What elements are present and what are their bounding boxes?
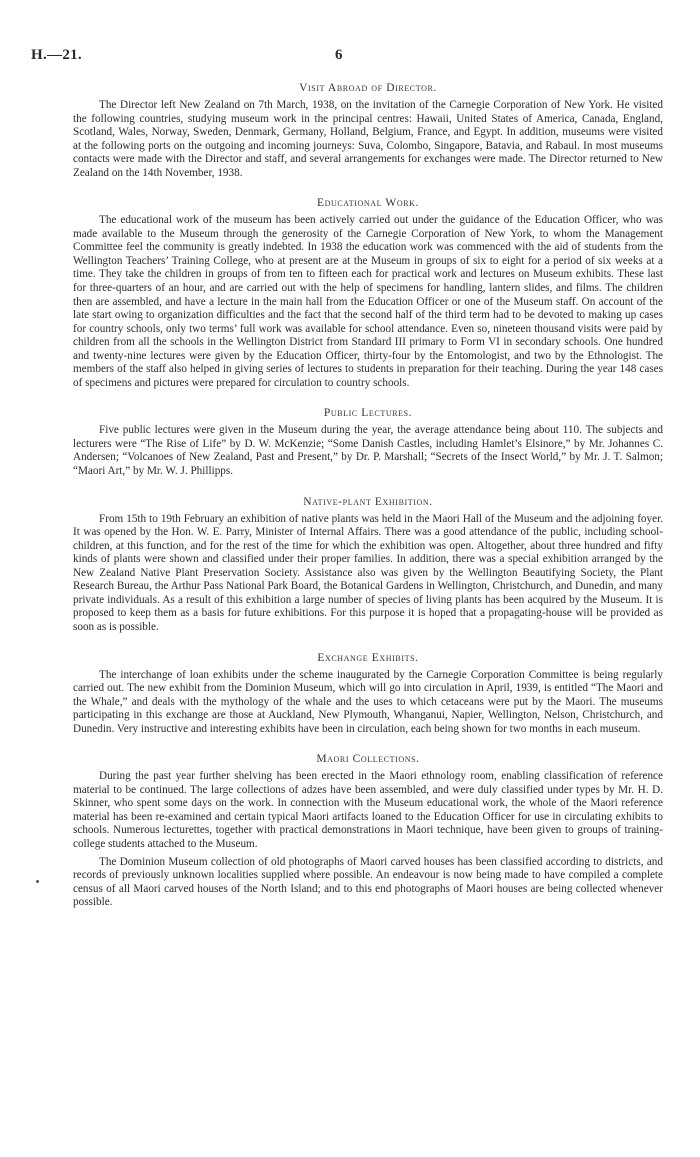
- section-heading: Maori Collections.: [316, 753, 420, 766]
- section-native-plant-exhibition: [73, 496, 663, 635]
- page-header: [31, 47, 651, 67]
- paragraph: During the past year further shelving has been erected in the Maori ethnology room, enabling classification of reference material to be continued. The large collections of adzes have been assembled, and were duly classified under types by Mr. H. D. Skinner, who spent some days on the work. In connection with the Museum educational work, the whole of the Maori reference material has been re-examined and certain typical Maori artifacts loaned to the Education Officer for use in circulating exhibits to schools. Numerous lecturettes, together with practical demonstrations in Maori technique, have been given to groups of training-college students attached to the Museum.: [73, 770, 663, 850]
- paragraph: The educational work of the museum has been actively carried out under the guidance of the Education Officer, who was made available to the Museum through the generosity of the Carnegie Corporation of New York, to whom the Management Committee feel the community is greatly indebted. In 1938 the education work was commenced with the aid of students from the Wellington Teachers’ Training College, who at present are at the Museum in groups of six to eight for a period of six weeks at a time. They take the children in groups of from ten to fifteen each for practical work and lectures on Museum exhibits. These last for three-quarters of an hour, and are carried out with the help of specimens for handling, lantern slides, and films. The children then are assembled, and have a lecture in the main hall from the Education Officer or one of the Museum staff. On account of the late start owing to organization difficulties and the fact that the second half of the third term had to be devoted to making up cases for country schools, only two terms’ full work was available for school attendance. Even so, nineteen thousand visits were paid by children from all the schools in the Wellington District from Standard III primary to Form VI in secondary schools. One hundred and twenty-nine lectures were given by the Education Officer, thirty-four by the Entomologist, and two by the Ethnologist. The members of the staff also helped in giving series of lectures to students in preparation for their teaching. During the year 148 cases of specimens and pictures were prepared for circulation to country schools.: [73, 214, 663, 389]
- margin-mark: [36, 880, 39, 883]
- section-public-lectures: [73, 407, 663, 478]
- section-heading: Educational Work.: [316, 197, 420, 210]
- section-heading: Visit Abroad of Director.: [299, 82, 437, 94]
- page-number: 6: [335, 47, 343, 63]
- section-heading: Public Lectures.: [323, 407, 413, 420]
- document-reference: H.—21.: [31, 47, 82, 63]
- section-maori-collections: [73, 753, 663, 909]
- document-body: [73, 82, 663, 927]
- paragraph: Five public lectures were given in the Museum during the year, the average attendance being about 110. The subjects and lecturers were “The Rise of Life” by D. W. McKenzie; “Some Danish Castles, including Hamlet’s Elsinore,” by Mr. Johannes C. Andersen; “Volcanoes of New Zealand, Past and Present,” by Dr. P. Marshall; “Secrets of the Insect World,” by Mr. J. T. Salmon; “Maori Art,” by Mr. W. J. Phillipps.: [73, 424, 663, 478]
- section-educational-work: [73, 197, 663, 390]
- paragraph: The interchange of loan exhibits under the scheme inaugurated by the Carnegie Corporation Committee is being regularly carried out. The new exhibit from the Dominion Museum, which will go into circulation in April, 1939, is entitled “The Maori and the Whale,” and deals with the mythology of the whale and the uses to which cetaceans were put by the Maori. The museums participating in this exchange are those at Auckland, New Plymouth, Whanganui, Napier, Wellington, Nelson, Christchurch, and Dunedin. Very instructive and interesting exhibits have been in circulation, each being shown for two months in each museum.: [73, 668, 663, 735]
- section-exchange-exhibits: [73, 652, 663, 737]
- paragraph: From 15th to 19th February an exhibition of native plants was held in the Maori Hall of the Museum and the adjoining foyer. It was opened by the Hon. W. E. Parry, Minister of Internal Affairs. There was a good attendance of the public, including school-children, at this function, and for the rest of the time for which the exhibition was open. Altogether, about three hundred and fifty kinds of plants were shown and classified under their proper families. In addition, there was a special exhibition arranged by the New Zealand Native Plant Preservation Society. Assistance also was given by the Wellington Beautifying Society, the Plant Research Bureau, the Arthur Pass National Park Board, the Botanical Gardens in Wellington, Christchurch, and Dunedin, and many private individuals. As a result of this exhibition a large number of species of living plants has been acquired by the Museum. It is proposed to keep them as a basis for future exhibitions. For this purpose it is hoped that a propagating-house will be provided as soon as is possible.: [73, 512, 663, 633]
- section-visit-abroad: [73, 82, 663, 180]
- section-heading: Native-plant Exhibition.: [303, 495, 433, 508]
- paragraph: The Director left New Zealand on 7th March, 1938, on the invitation of the Carnegie Corporation of New York. He visited the following countries, studying museum work in the principal centres: Hawaii, United States of America, Canada, England, Scotland, Wales, Norway, Sweden, Denmark, Germany, Holland, Belgium, France, and Egypt. In addition, museums were visited at the following ports on the outgoing and incoming journeys: Suva, Colombo, Singapore, Batavia, and Rabaul. In most museums contacts were made with the Director and staff, and several arrangements for exchanges were made. The Director returned to New Zealand on the 14th November, 1938.: [73, 99, 663, 179]
- section-heading: Exchange Exhibits.: [317, 651, 419, 664]
- paragraph: The Dominion Museum collection of old photographs of Maori carved houses has been classified according to districts, and records of previously unknown localities supplied where possible. An endeavour is now being made to have compiled a complete census of all Maori carved houses of the North Island; and to this end photographs of Maori houses are being collected whenever possible.: [73, 855, 663, 909]
